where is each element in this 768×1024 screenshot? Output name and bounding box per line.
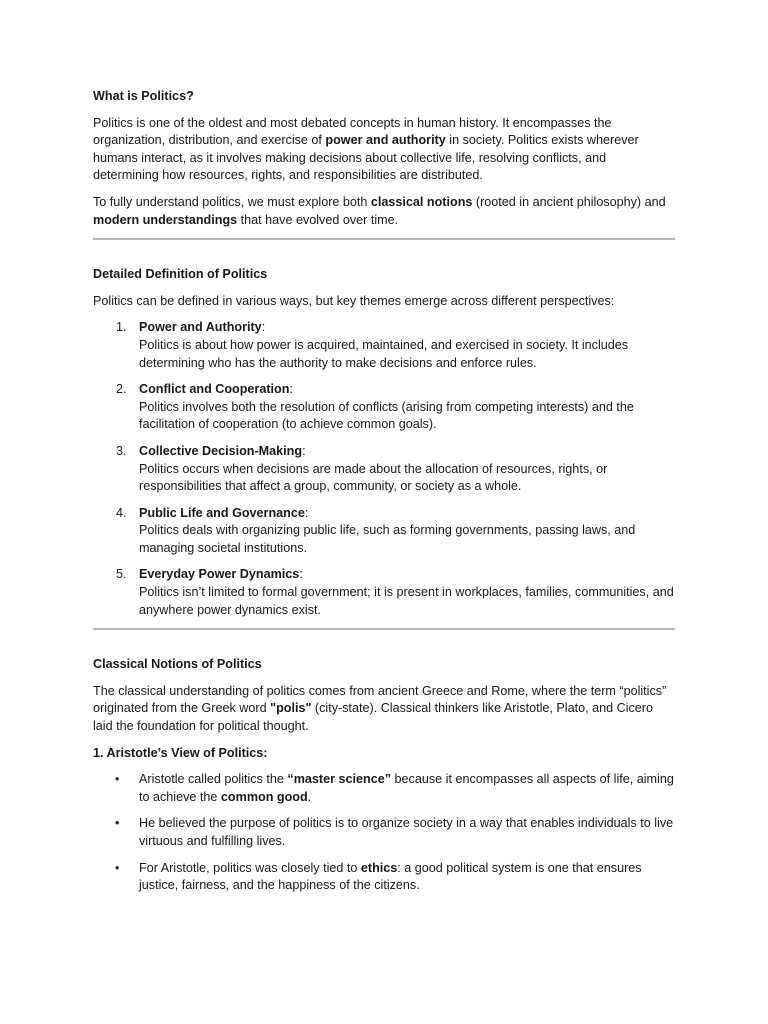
item-title: Collective Decision-Making: [139, 443, 303, 458]
list-number: 1.: [116, 320, 127, 335]
item-text: Politics deals with organizing public life, such as forming governments, passing laws, and managing societal institutions.: [139, 523, 636, 555]
bullet-icon: •: [115, 772, 120, 787]
item-colon: :: [261, 320, 266, 335]
classical-intro: [93, 683, 675, 736]
section-divider: [93, 238, 675, 240]
section-divider: [93, 628, 675, 630]
bullet-icon: •: [115, 816, 120, 831]
list-number: 2.: [116, 382, 127, 397]
item-title: Conflict and Cooperation: [139, 382, 290, 397]
bold-text: classical notions: [370, 194, 473, 209]
aristotle-bullet-list: [93, 771, 675, 895]
list-item: [93, 381, 675, 434]
item-colon: :: [299, 567, 303, 582]
definition-list: [93, 319, 675, 619]
item-text: Politics is about how power is acquired, maintained, and exercised in society. It includes determining who has the authority to make decisions and enforce rules.: [139, 337, 629, 370]
list-item: [93, 566, 675, 619]
intro-paragraph-1: [93, 115, 675, 185]
bold-text: ethics: [360, 860, 398, 875]
bold-text: modern understandings: [93, 212, 238, 227]
list-item: [93, 505, 675, 558]
definition-intro: Politics can be defined in various ways, but key themes emerge across different perspectives:: [93, 293, 615, 308]
bullet-item: [93, 860, 675, 895]
item-title: Public Life and Governance: [139, 505, 305, 520]
bold-text: “master science”: [287, 772, 392, 787]
item-colon: :: [302, 443, 306, 458]
text-run: Aristotle called politics the: [139, 772, 288, 787]
item-text: Politics involves both the resolution of conflicts (arising from competing interests) and the facilitation of cooperation (to achieve common goals).: [139, 399, 634, 432]
text-run: The classical understanding of politics comes from ancient Greece and Rome, where the term “politics” originated from the Greek word: [93, 683, 667, 716]
text-run: .: [307, 789, 312, 804]
bold-text: common good: [220, 789, 308, 804]
item-title: Power and Authority: [139, 320, 262, 335]
intro-paragraph-2: [93, 194, 675, 229]
text-run: (city-state). Classical thinkers like Aristotle, Plato, and Cicero laid the foundation for political thought.: [93, 701, 653, 734]
bold-text: power and authority: [325, 133, 446, 148]
text-run: Politics is one of the oldest and most debated concepts in human history. It encompasses the organization, distribution, and exercise of: [93, 115, 612, 148]
item-text: Politics occurs when decisions are made about the allocation of resources, rights, or responsibilities that affect a group, community, or society as a whole.: [139, 461, 608, 494]
list-item: [93, 443, 675, 496]
classical-heading: Classical Notions of Politics: [93, 657, 262, 672]
list-item: [93, 319, 675, 372]
bullet-item: [93, 771, 675, 806]
text-run: To fully understand politics, we must explore both: [93, 194, 371, 209]
bullet-icon: •: [115, 860, 120, 875]
intro-heading: What is Politics?: [93, 89, 194, 103]
item-text: Politics isn’t limited to formal government; it is present in workplaces, families, communities, and anywhere power dynamics exist.: [139, 585, 674, 617]
bullet-item: [93, 815, 675, 850]
aristotle-heading: 1. Aristotle’s View of Politics:: [93, 745, 268, 760]
item-title: Everyday Power Dynamics: [139, 567, 300, 582]
text-run: For Aristotle, politics was closely tied to: [139, 860, 361, 875]
list-number: 5.: [116, 567, 127, 582]
text-run: because it encompasses all aspects of life, aiming to achieve the: [139, 772, 674, 804]
text-run: : a good political system is one that ensures justice, fairness, and the happiness of the citizens.: [139, 860, 642, 893]
bold-text: "polis": [270, 701, 312, 716]
text-run: that have evolved over time.: [237, 212, 399, 227]
text-run: in society. Politics exists wherever humans interact, as it involves making decisions about collective life, resolving conflicts, and determining how resources, rights, and responsibilities are distributed.: [93, 133, 639, 183]
text-run: He believed the purpose of politics is to organize society in a way that enables individuals to live virtuous and fulfilling lives.: [139, 816, 674, 848]
definition-heading: Detailed Definition of Politics: [93, 267, 268, 282]
text-run: (rooted in ancient philosophy) and: [472, 194, 666, 209]
item-colon: :: [304, 505, 309, 520]
list-number: 3.: [116, 443, 127, 458]
document-body: [93, 88, 675, 904]
item-colon: :: [289, 382, 293, 397]
list-number: 4.: [116, 505, 127, 520]
